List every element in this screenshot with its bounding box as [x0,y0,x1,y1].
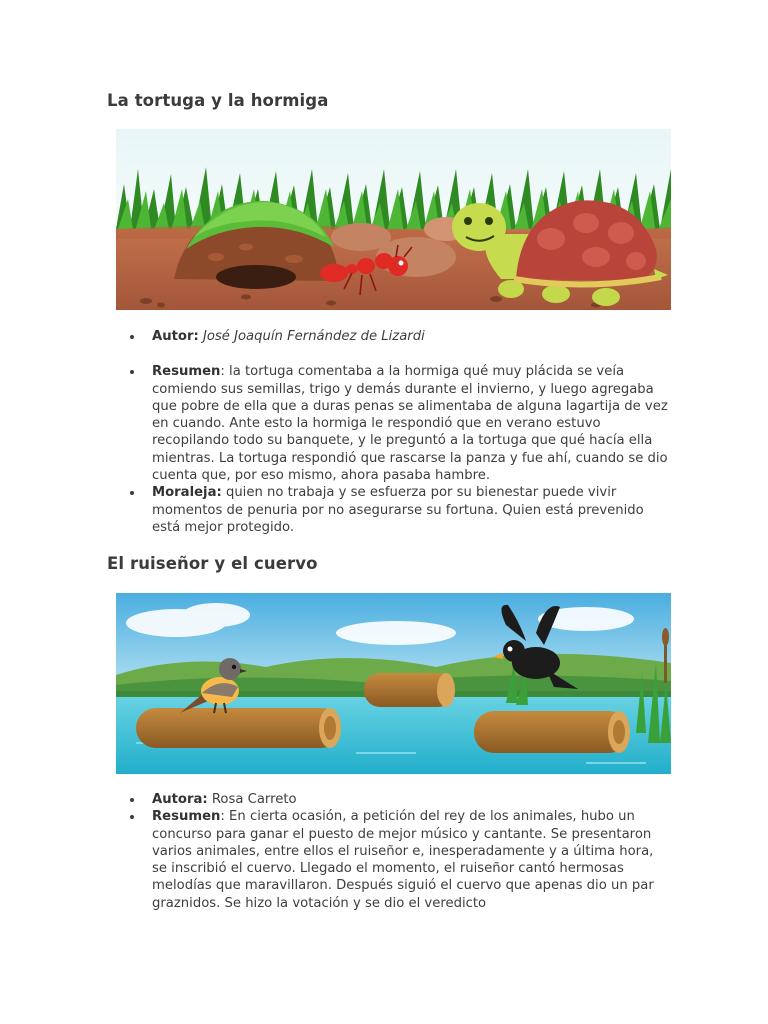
summary-label: Resumen [152,364,221,380]
nightingale-crow-illustration [116,593,671,774]
author-label: Autor: [152,329,199,344]
moral-text: quien no trabaja y se esfuerza por su bienestar puede vivir momentos de penuria por no asegurarse su fortuna. Quien está prevenido está mejor protegido. [152,485,644,535]
moral-label: Moraleja: [152,485,222,501]
fable1-list [128,328,668,536]
summary-label: Resumen [152,809,221,825]
list-item-moral [128,484,668,536]
author-label: Autora: [152,792,208,807]
list-item-author [128,328,668,345]
list-item-author [128,791,668,808]
list-item-summary [128,808,668,912]
turtle-ant-illustration [116,129,671,310]
fable-title-tortuga: La tortuga y la hormiga [107,91,329,110]
author-name: José Joaquín Fernández de Lizardi [202,329,425,344]
author-name: Rosa Carreto [207,792,297,807]
summary-text: : la tortuga comentaba a la hormiga qué muy plácida se veía comiendo sus semillas, trigo y demás durante el invierno, y luego agregaba que pobre de ella que a duras penas se alimentaba de alguna lagartija de vez en cuando. Ante esto la hormiga le respondió que en verano estuvo recopilando todo su banquete, y le preguntó a la tortuga que qué hacía ella mientras. La tortuga respondió que rascarse la panza y fue ahí, cuando se dio cuenta que, por eso mismo, ahora pasaba hambre. [152,364,668,484]
fable2-list [128,791,668,912]
list-item-summary [128,363,668,484]
summary-text: : En cierta ocasión, a petición del rey de los animales, hubo un concurso para ganar el puesto de mejor músico y cantante. Se presentaron varios animales, entre ellos el ruiseñor e, inesperadamente y a última hora, se inscribió el cuervo. Llegado el momento, el ruiseñor cantó hermosas melodías que maravillaron. Después siguió el cuervo que apenas dio un par graznidos. Se hizo la votación y se dio el veredicto [152,809,654,911]
fable-title-ruisenor: El ruiseñor y el cuervo [107,554,318,573]
